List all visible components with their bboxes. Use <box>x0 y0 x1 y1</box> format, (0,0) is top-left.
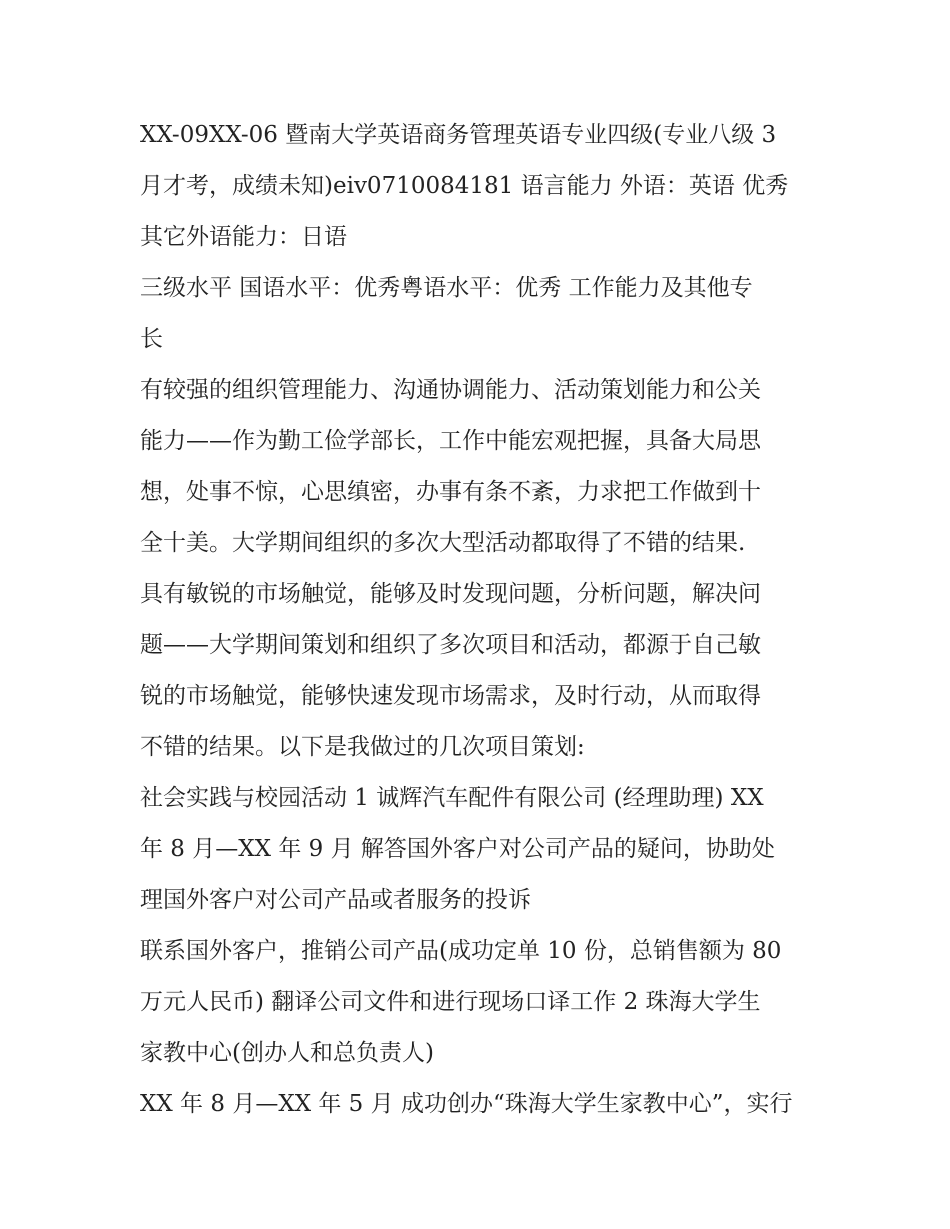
document-body <box>140 110 820 1130</box>
text-line: 年 8 月—XX 年 9 月 解答国外客户对公司产品的疑问，协助处 <box>140 836 775 862</box>
text-line: 三级水平 国语水平：优秀粤语水平：优秀 工作能力及其他专 <box>140 275 753 301</box>
text-line: 想，处事不惊，心思缜密，办事有条不紊，力求把工作做到十 <box>140 479 761 505</box>
text-line: 能力——作为勤工俭学部长，工作中能宏观把握，具备大局思 <box>140 428 761 454</box>
text-line: 有较强的组织管理能力、沟通协调能力、活动策划能力和公关 <box>140 377 761 403</box>
text-line: XX 年 8 月—XX 年 5 月 成功创办“珠海大学生家教中心”，实行 <box>140 1091 793 1117</box>
text-line: 社会实践与校园活动 1 诚辉汽车配件有限公司 (经理助理) XX <box>140 785 764 811</box>
text-line: 全十美。大学期间组织的多次大型活动都取得了不错的结果. <box>140 530 746 556</box>
text-line: 理国外客户对公司产品或者服务的投诉 <box>140 887 531 913</box>
text-line: 家教中心(创办人和总负责人) <box>140 1040 434 1066</box>
text-line: 月才考，成绩未知)eiv0710084181 语言能力 外语：英语 优秀 <box>140 173 789 199</box>
text-line: 题——大学期间策划和组织了多次项目和活动，都源于自己敏 <box>140 632 761 658</box>
text-line: 联系国外客户，推销公司产品(成功定单 10 份，总销售额为 80 <box>140 938 782 964</box>
text-line: 锐的市场触觉，能够快速发现市场需求，及时行动，从而取得 <box>140 683 761 709</box>
text-line: XX-09XX-06 暨南大学英语商务管理英语专业四级(专业八级 3 <box>140 122 777 148</box>
text-line: 长 <box>140 326 163 352</box>
text-line: 不错的结果。以下是我做过的几次项目策划: <box>140 734 585 760</box>
text-line: 具有敏锐的市场触觉，能够及时发现问题，分析问题，解决问 <box>140 581 761 607</box>
text-line: 万元人民币) 翻译公司文件和进行现场口译工作 2 珠海大学生 <box>140 989 761 1015</box>
text-line: 其它外语能力：日语 <box>140 224 347 250</box>
